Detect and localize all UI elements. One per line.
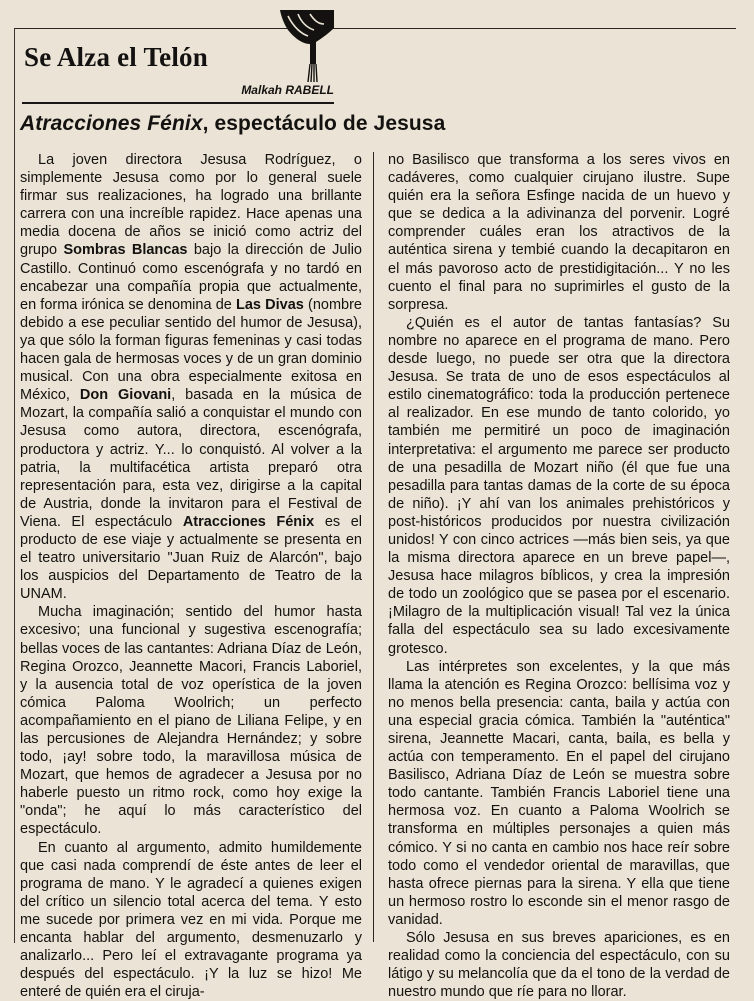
bold-term: Las Divas bbox=[235, 296, 304, 313]
article-headline bbox=[20, 112, 445, 136]
paragraph: ¿Quién es el autor de tantas fantasías? Su nombre no aparece en el programa de mano. Pero desde luego, no puede ser otra que la directora Jesusa. Se trata de uno de esos espectáculos al estilo cinematográfico: toda la producción pertenece al realizador. En ese mundo de tanto colorido, yo también me permitiré un poco de imaginación interpretativa: el argumento me parece ser producto de una pesadilla de Mozart niño (él que fue una pesadilla para tantas damas de la corte de su época de niño). ¡Y ahí van los animales prehistóricos y post-históricos producidos por nuestra civilización unidos! Y con cinco actrices —más bien seis, ya que la misma directora aparece en un breve papel—, Jesusa hace milagros bíblicos, y crea la impresión de todo un zoológico que se pasea por el escenario. ¡Milagro de la multiplicación visual! Tal vez la única falla del espectáculo sea su lado excesivamente grotesco. bbox=[388, 314, 730, 657]
byline-rule bbox=[22, 102, 334, 104]
paragraph-continued: no Basilisco que transforma a los seres vivos en cadáveres, como cualquier cirujano ilustre. Supe quién era la señora Esfinge nacida de un huevo y que se dedica a la adivinanza del porvenir. Logré comprender cuáles eran los atractivos de la auténtica sirena y tembié cuando la decapitaron en el más pavoroso acto de prestidigitación... Y no les cuento el final para no suprimirles el gusto de la sorpresa. bbox=[388, 152, 730, 313]
paragraph: En cuanto al argumento, admito humildemente que casi nada comprendí de éste antes de leer el programa de mano. Y le agradecí a quienes exigen del crítico un silencio total acerca del tema. Y esto me sucede por primera vez en mi vida. Porque me encanta hablar del argumento, desmenuzarlo y analizarlo... Pero leí el extravagante programa ya después del espectáculo. ¡Y la luz se hizo! Me enteré de quién era el ciruja- bbox=[20, 839, 362, 1001]
bold-term: Atracciones Fénix bbox=[182, 513, 315, 530]
theater-curtain-logo-icon bbox=[276, 8, 338, 84]
paragraph: Sólo Jesusa en sus breves apariciones, es en realidad como la conciencia del espectáculo, con su látigo y su melancolía que da el tono de la verdad de nuestro mundo que ríe para no llorar. bbox=[388, 930, 730, 1001]
paragraph: La joven directora Jesusa Rodríguez, o simplemente Jesusa como por lo general suele firmar sus realizaciones, ha logrado una brillante carrera con una increíble rapidez. Hace apenas una media docena de años se inició como actriz del grupo Sombras Blancas bajo la dirección de Julio Castillo. Continuó como escenógrafa y no tardó en encabezar una compañía propia que actualmente, en forma irónica se denomina de Las Divas (nombre debido a ese peculiar sentido del humor de Jesusa), ya que sólo la forman figuras femeninas y casi todas hacen gala de hermosas voces y de un gran dominio musical. Con una obra especialmente exitosa en México, Don Giovani, basada en la música de Mozart, la compañía salió a conquistar el mundo con Jesusa como autora, directora, escenógrafa, productora y actriz. Y... lo conquistó. Al volver a la patria, la multifacética artista preparó otra representación para, esta vez, dirigirse a la capital de Austria, donde la invitaron para el Festival de Viena. El espectáculo Atracciones Fénix es el producto de ese viaje y actualmente se presenta en el teatro universitario "Juan Ruiz de Alarcón", bajo los auspicios del Departamento de Teatro de la UNAM. bbox=[20, 152, 362, 603]
left-rule bbox=[14, 28, 15, 943]
column-title: Se Alza el Telón bbox=[24, 42, 208, 72]
byline: Malkah RABELL bbox=[241, 83, 334, 97]
headline-title-italic: Atracciones Fénix bbox=[20, 112, 203, 135]
headline-title-rest: , espectáculo de Jesusa bbox=[202, 112, 446, 135]
paragraph: Mucha imaginación; sentido del humor hasta excesivo; una funcional y sugestiva escenografía; bellas voces de las cantantes: Adriana Díaz de León, Regina Orozco, Jeannette Macori, Francis Laboriel, y la ausencia total de voz operística de la joven cómica Paloma Woolrich; un perfecto acompañamiento en el piano de Liliana Felipe, y en las percusiones de Alejandra Hernández; y sobre todo, ¡ay! sobre todo, la maravillosa música de Mozart, que hemos de agradecer a Jesusa por no haberle puesto un ritmo rock, como hoy exige la "onda"; he aquí lo más característico del espectáculo. bbox=[20, 604, 362, 838]
bold-term: Don Giovani bbox=[79, 387, 172, 404]
paragraph: Las intérpretes son excelentes, y la que más llama la atención es Regina Orozco: bellísima voz y no menos bella presencia: canta, baila y actúa con una especial gracia cómica. También la "auténtica" sirena, Jeannette Macari, canta, baila, es bella y actúa con temperamento. En el papel del cirujano Basilisco, Adriana Díaz de León se muestra sobre todo cantante. También Francis Laboriel tiene una hermosa voz. En cuanto a Paloma Woolrich se transforma en múltiples personajes a quien más cómico. Y si no canta en cambio nos hace reír sobre todo como el vendedor oriental de maravillas, que hasta ofrece piernas para la sirena. Y ella que tiene un hermoso rostro lo esconde sin el menor rasgo de vanidad. bbox=[388, 658, 730, 928]
left-column bbox=[20, 151, 362, 1001]
column-divider bbox=[373, 152, 374, 942]
right-column bbox=[388, 151, 730, 1001]
bold-term: Sombras Blancas bbox=[63, 242, 188, 259]
top-rule bbox=[14, 28, 736, 29]
